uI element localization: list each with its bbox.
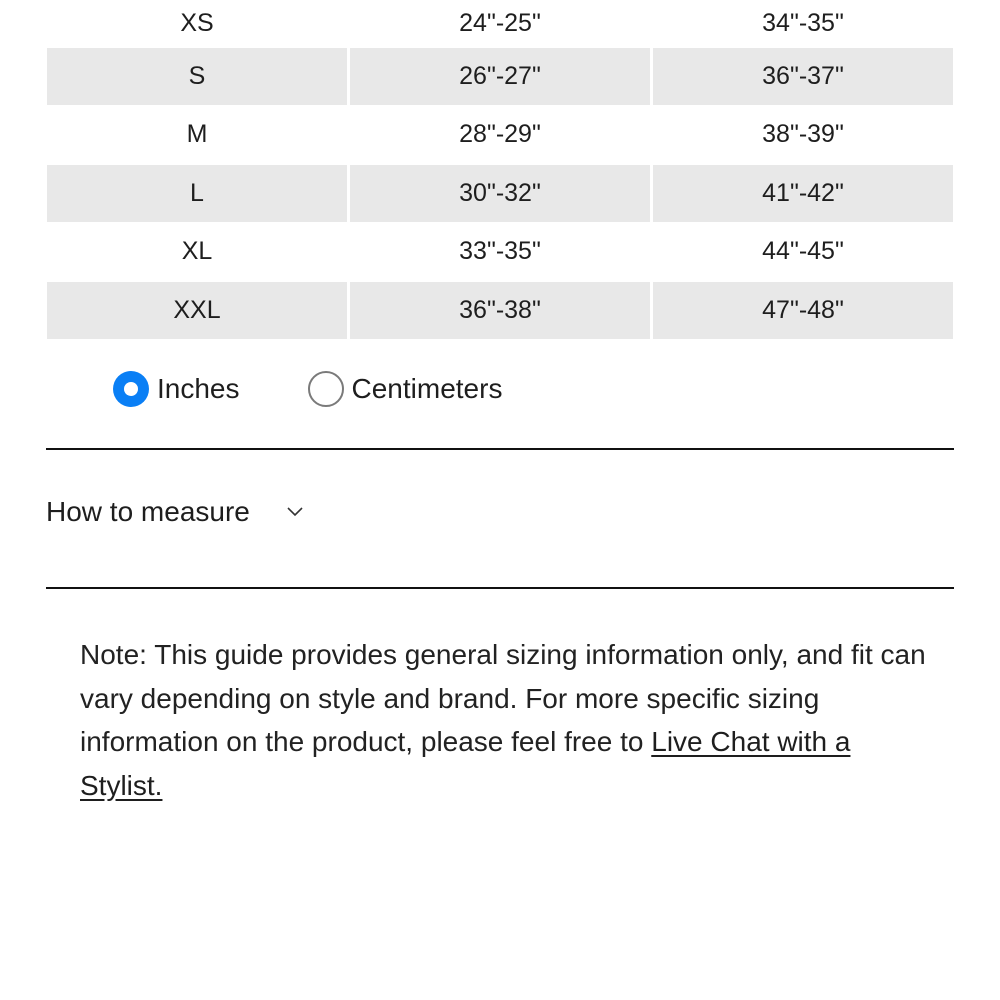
accordion-title: How to measure [46, 496, 250, 527]
sizing-note [80, 633, 940, 807]
size-cell: M [186, 120, 208, 149]
measurement-cell: 24"-25" [459, 8, 541, 37]
table-row [47, 48, 953, 105]
size-cell: L [47, 165, 347, 222]
table-row [47, 107, 953, 164]
measurement-cell: 34"-35" [762, 8, 844, 37]
measurement-cell: 30"-32" [350, 165, 650, 222]
inches-label: Inches [157, 373, 240, 404]
size-chart-table [47, 0, 953, 339]
table-row [47, 282, 953, 339]
size-cell: S [47, 48, 347, 105]
inches-option[interactable] [113, 371, 240, 407]
size-cell: XS [180, 8, 214, 37]
divider [46, 448, 954, 450]
measurement-cell: 44"-45" [762, 237, 844, 266]
table-row [47, 165, 953, 222]
live-chat-link[interactable]: Live Chat with a Stylist. [80, 726, 851, 801]
table-row [47, 224, 953, 281]
divider [46, 587, 954, 589]
measurement-cell: 28"-29" [459, 120, 541, 149]
measurement-cell: 36"-37" [653, 48, 953, 105]
radio-unchecked-icon[interactable] [308, 371, 344, 407]
note-text: This guide provides general sizing information only, and fit can vary depending on style and brand. For more specific sizing information on the product, please feel free to [80, 639, 926, 757]
how-to-measure-accordion[interactable] [46, 496, 304, 528]
size-cell: XXL [47, 282, 347, 339]
measurement-cell: 41"-42" [653, 165, 953, 222]
measurement-cell: 38"-39" [762, 120, 844, 149]
measurement-cell: 26"-27" [350, 48, 650, 105]
table-row [47, 0, 953, 46]
chevron-down-icon[interactable] [286, 506, 304, 518]
note-label: Note: [80, 639, 147, 670]
size-cell: XL [181, 237, 213, 266]
centimeters-label: Centimeters [351, 373, 503, 404]
measurement-cell: 47"-48" [653, 282, 953, 339]
measurement-cell: 36"-38" [350, 282, 650, 339]
centimeters-option[interactable] [308, 371, 503, 407]
measurement-cell: 33"-35" [459, 237, 541, 266]
unit-toggle [113, 365, 502, 413]
radio-checked-icon[interactable] [113, 371, 149, 407]
